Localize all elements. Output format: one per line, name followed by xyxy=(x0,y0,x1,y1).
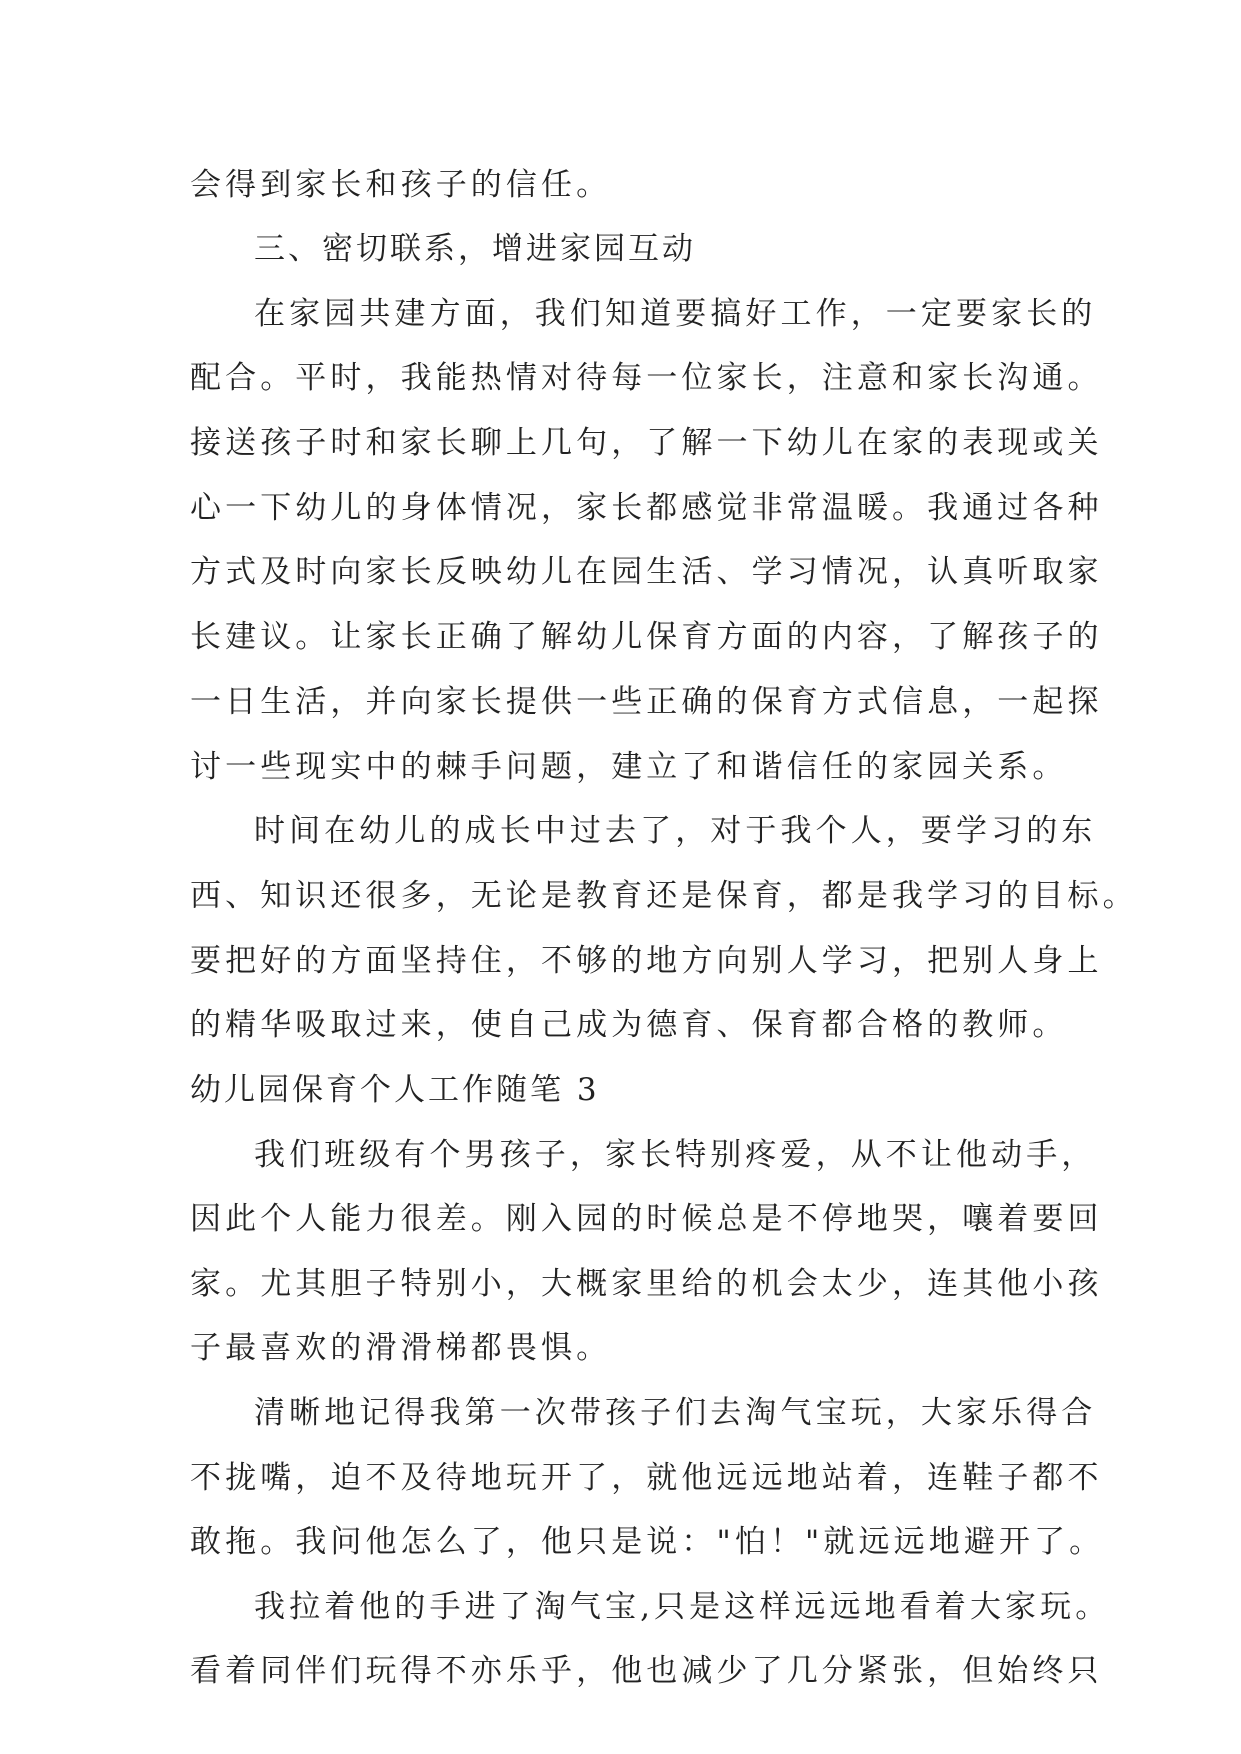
text-line: 因此个人能力很差。刚入园的时候总是不停地哭，嚷着要回 xyxy=(190,1201,1103,1237)
text-line: 讨一些现实中的棘手问题，建立了和谐信任的家园关系。 xyxy=(190,749,1068,785)
text-line: 在家园共建方面，我们知道要搞好工作，一定要家长的 xyxy=(254,296,1097,332)
text-line: 一日生活，并向家长提供一些正确的保育方式信息，一起探 xyxy=(190,684,1103,720)
text-line: 心一下幼儿的身体情况，家长都感觉非常温暖。我通过各种 xyxy=(190,490,1103,526)
text-line: 配合。平时，我能热情对待每一位家长，注意和家长沟通。 xyxy=(190,360,1103,396)
text-line: 西、知识还很多，无论是教育还是保育，都是我学习的目标。 xyxy=(190,878,1138,914)
text-line: 接送孩子时和家长聊上几句，了解一下幼儿在家的表现或关 xyxy=(190,425,1103,461)
text-line: 敢拖。我问他怎么了，他只是说："怕！"就远远地避开了。 xyxy=(190,1524,1105,1560)
text-line: 长建议。让家长正确了解幼儿保育方面的内容，了解孩子的 xyxy=(190,619,1103,655)
text-line: 不拢嘴，迫不及待地玩开了，就他远远地站着，连鞋子都不 xyxy=(190,1460,1103,1496)
text-line: 时间在幼儿的成长中过去了，对于我个人，要学习的东 xyxy=(254,813,1097,849)
text-line: 子最喜欢的滑滑梯都畏惧。 xyxy=(190,1330,612,1366)
text-line: 会得到家长和孩子的信任。 xyxy=(190,167,612,203)
section-heading: 三、密切联系，增进家园互动 xyxy=(254,231,696,267)
section-title: 幼儿园保育个人工作随笔 3 xyxy=(190,1072,600,1108)
text-line: 要把好的方面坚持住，不够的地方向别人学习，把别人身上 xyxy=(190,943,1103,979)
text-line: 的精华吸取过来，使自己成为德育、保育都合格的教师。 xyxy=(190,1007,1068,1043)
text-line: 我们班级有个男孩子，家长特别疼爱，从不让他动手， xyxy=(254,1137,1097,1173)
text-line: 我拉着他的手进了淘气宝,只是这样远远地看着大家玩。 xyxy=(254,1589,1111,1625)
text-line: 看着同伴们玩得不亦乐乎，他也减少了几分紧张，但始终只 xyxy=(190,1653,1103,1689)
text-line: 清晰地记得我第一次带孩子们去淘气宝玩，大家乐得合 xyxy=(254,1395,1097,1431)
text-line: 家。尤其胆子特别小，大概家里给的机会太少，连其他小孩 xyxy=(190,1266,1103,1302)
text-line: 方式及时向家长反映幼儿在园生活、学习情况，认真听取家 xyxy=(190,554,1103,590)
